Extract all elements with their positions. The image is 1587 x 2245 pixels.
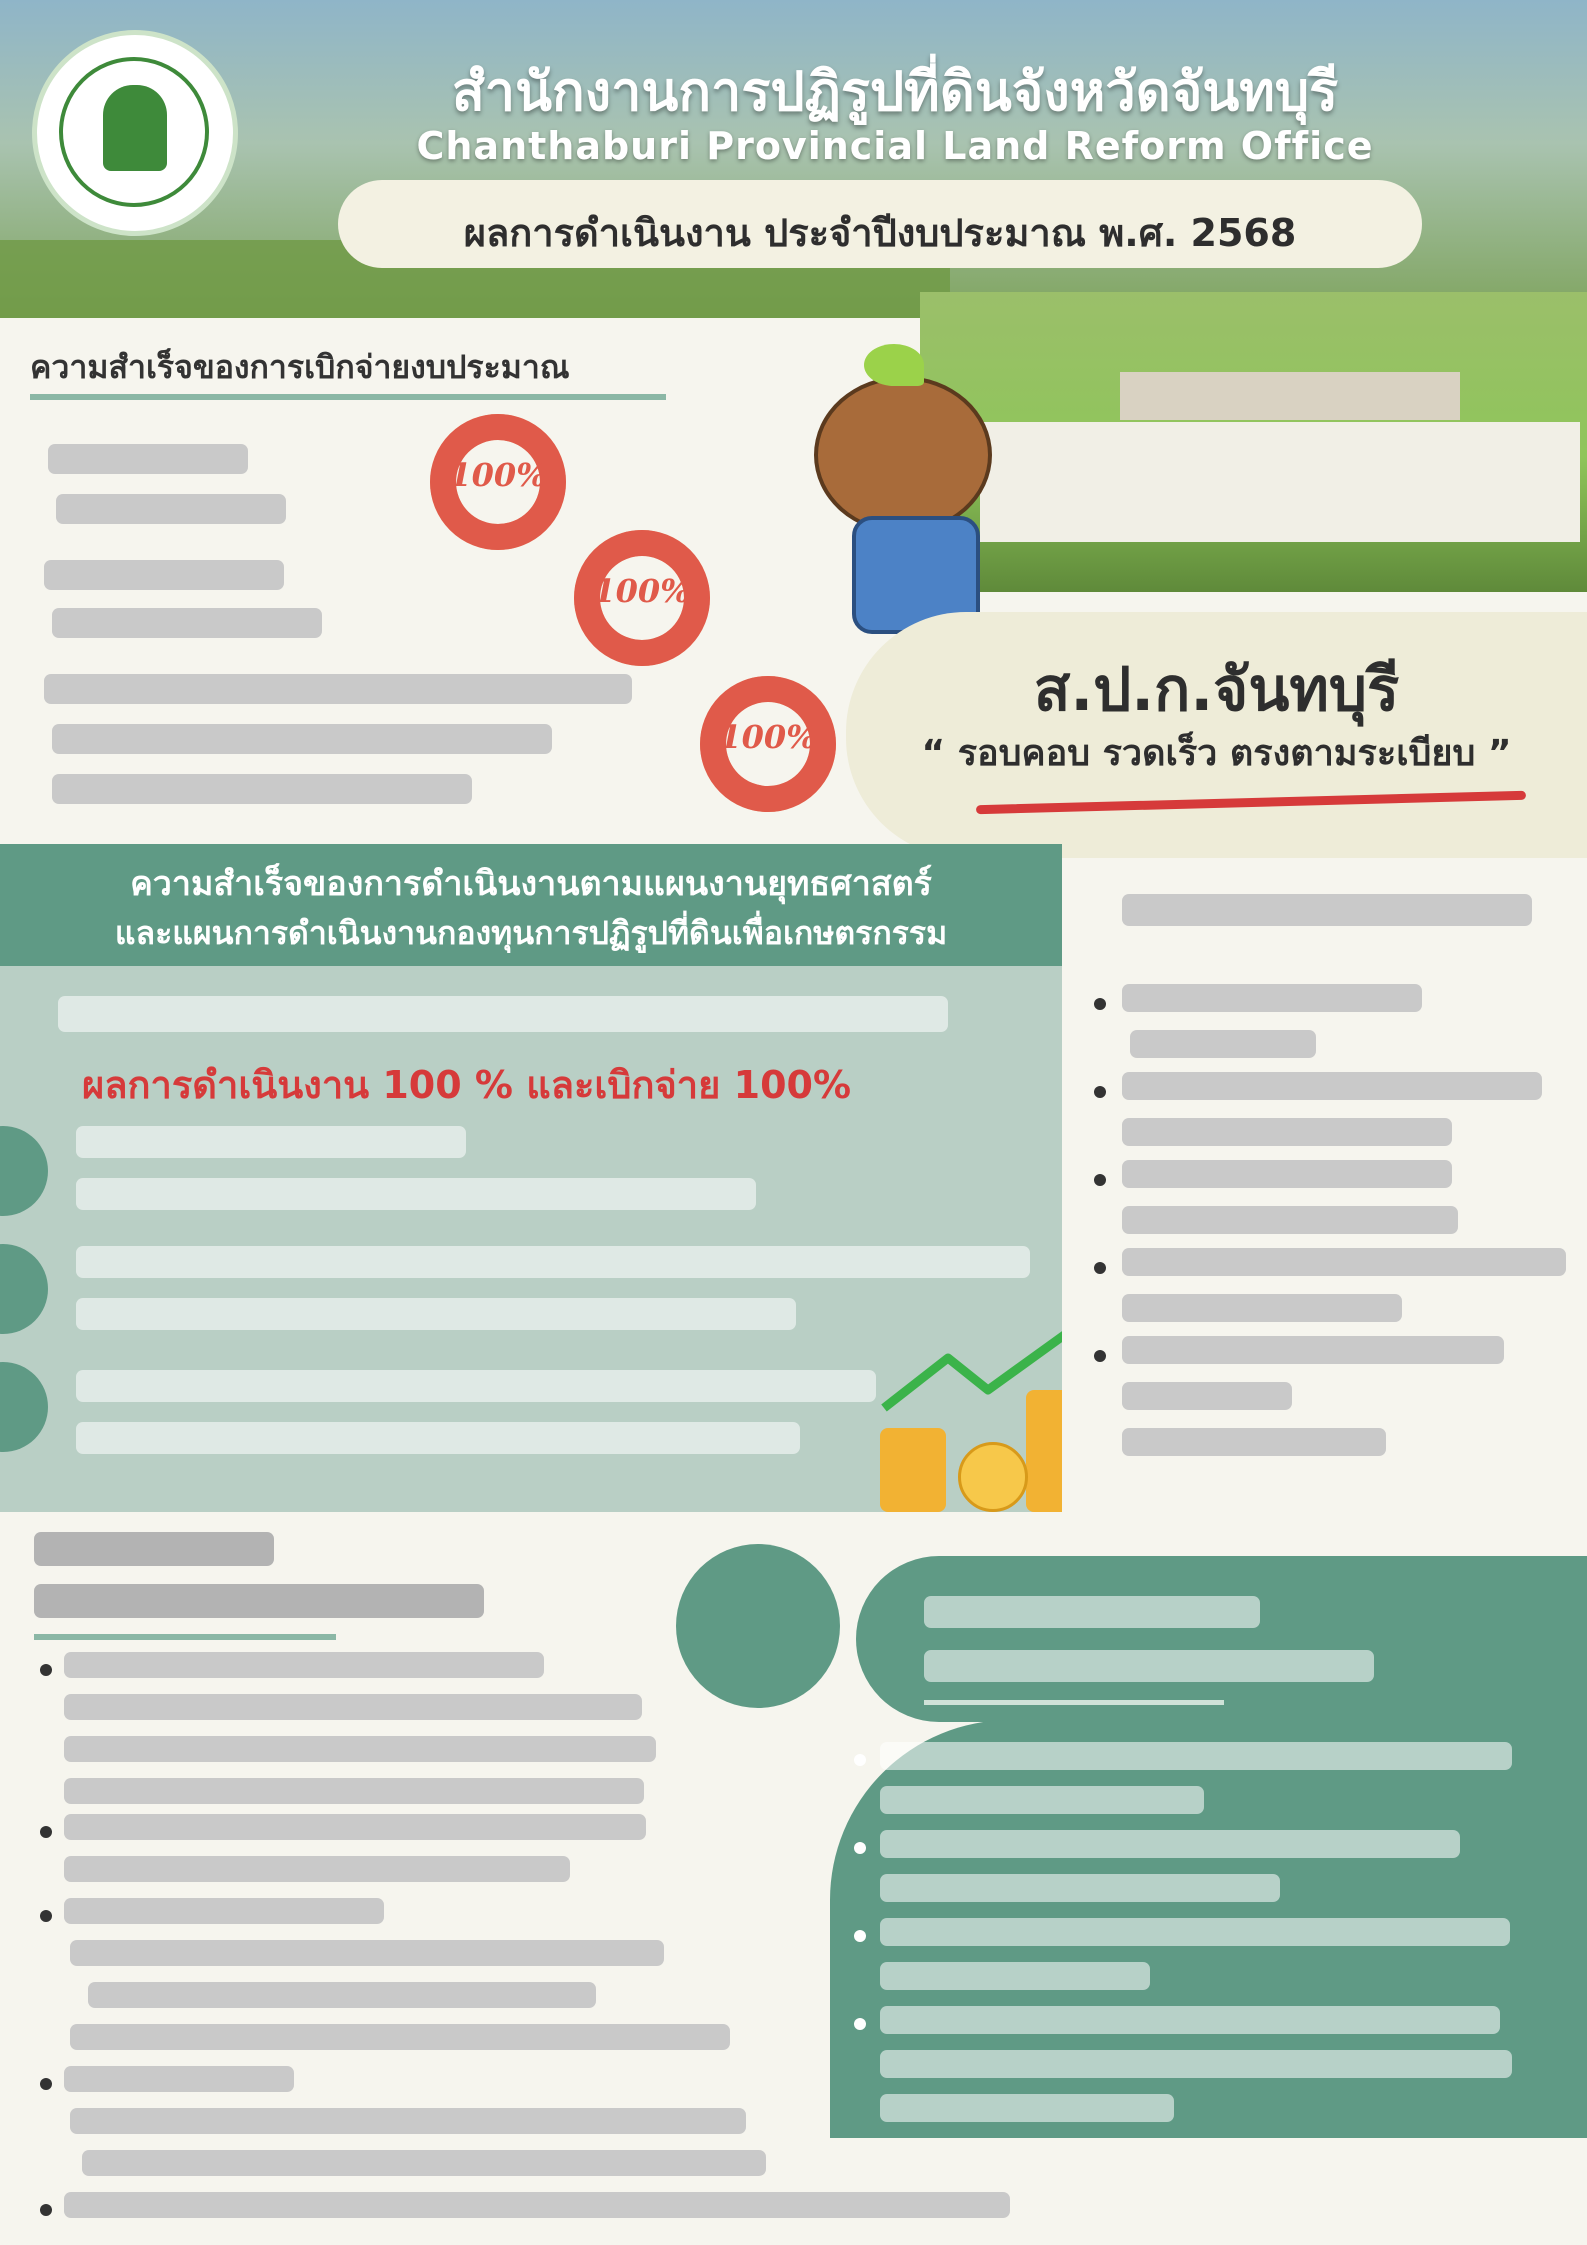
guideline-2-line1-placeholder (880, 1830, 1460, 1858)
highlights-heading-underline (34, 1634, 336, 1640)
guideline-4-line3-placeholder (880, 2094, 1174, 2122)
revenue-item-5-line2-placeholder (1122, 1382, 1292, 1410)
guidelines-heading-line1-placeholder (924, 1596, 1260, 1628)
guideline-1-line1-placeholder (880, 1742, 1512, 1770)
revenue-bullet-5 (1094, 1350, 1106, 1362)
header-title-th: สำนักงานการปฏิรูปที่ดินจังหวัดจันทบุรี (451, 60, 1339, 123)
budget-capital-amount-placeholder (56, 494, 286, 524)
highlights-heading-line1-placeholder (34, 1532, 274, 1566)
highlight-2-line1-placeholder (64, 1814, 646, 1840)
motto-box (846, 612, 1587, 858)
guideline-bullet-3 (854, 1930, 866, 1942)
mascot-leaf-icon (864, 344, 924, 386)
dollar-coin-icon (958, 1442, 1028, 1512)
strategy-heading-band (0, 844, 1062, 966)
revenue-item-3-placeholder (1122, 1160, 1452, 1188)
highlight-3-sub1-line1-placeholder (70, 1940, 664, 1966)
highlight-bullet-2 (40, 1826, 52, 1838)
revenue-bullet-2 (1094, 1086, 1106, 1098)
mascot-image (756, 336, 1046, 636)
highlight-bullet-5 (40, 2204, 52, 2216)
guideline-4-line2-placeholder (880, 2050, 1512, 2078)
donut-fund-label: 100% (719, 718, 817, 756)
motto-slogan: “ รอบคอบ รวดเร็ว ตรงตามระเบียบ ” (921, 733, 1512, 774)
revenue-item-4-placeholder (1122, 1248, 1566, 1276)
highlight-1-line2-placeholder (64, 1694, 642, 1720)
year-banner-text: ผลการดำเนินงาน ประจำปีงบประมาณ พ.ศ. 2568 (463, 211, 1297, 255)
highlight-1-line3-placeholder (64, 1736, 656, 1762)
year-banner (338, 180, 1422, 268)
highlight-5-placeholder (64, 2192, 1010, 2218)
strategy-heading-line1: ความสำเร็จของการดำเนินงานตามแผนงานยุทธศาสตร์ (130, 864, 932, 904)
budget-fund-invest-placeholder (52, 774, 472, 804)
budget-total-amount-placeholder (52, 608, 322, 638)
office-seal (32, 30, 238, 236)
strategy-result: ผลการดำเนินงาน 100 % และเบิกจ่าย 100% (82, 1063, 852, 1107)
coin-stack-left (880, 1428, 946, 1512)
guideline-bullet-2 (854, 1842, 866, 1854)
donut-total (572, 528, 712, 668)
revenue-item-2-amount-placeholder (1122, 1118, 1452, 1146)
revenue-heading-placeholder (1122, 894, 1532, 926)
revenue-item-5-amount-placeholder (1122, 1428, 1386, 1456)
revenue-bullet-1 (1094, 998, 1106, 1010)
donut-fund (698, 674, 838, 814)
building-roof (1120, 372, 1460, 420)
highlight-4-sub1-line1-placeholder (70, 2108, 746, 2134)
guideline-3-line1-placeholder (880, 1918, 1510, 1946)
revenue-item-1-amount-placeholder (1130, 1030, 1316, 1058)
header-title-en: Chanthaburi Provincial Land Reform Office (416, 124, 1374, 168)
growth-arrow-line (884, 1328, 1074, 1408)
plan-1-title-placeholder (76, 1126, 466, 1158)
donut-capital-label: 100% (449, 456, 547, 494)
guideline-1-line2-placeholder (880, 1786, 1204, 1814)
guidelines-circle-decoration (676, 1544, 840, 1708)
seal-emblem-icon (103, 85, 167, 171)
highlight-3-line1-placeholder (64, 1898, 384, 1924)
highlight-4-line1-placeholder (64, 2066, 294, 2092)
guideline-2-line2-placeholder (880, 1874, 1280, 1902)
highlight-bullet-1 (40, 1664, 52, 1676)
revenue-item-3-amount-placeholder (1122, 1206, 1458, 1234)
guideline-4-line1-placeholder (880, 2006, 1500, 2034)
motto-underline (976, 791, 1526, 814)
guidelines-heading-underline (924, 1700, 1224, 1705)
budget-heading: ความสำเร็จของการเบิกจ่ายงบประมาณ (30, 348, 570, 386)
highlights-heading-line2-placeholder (34, 1584, 484, 1618)
guidelines-heading-box (856, 1556, 1587, 1722)
guideline-bullet-1 (854, 1754, 866, 1766)
donut-total-label: 100% (593, 572, 691, 610)
revenue-item-5-placeholder (1122, 1336, 1504, 1364)
guidelines-heading-line2-placeholder (924, 1650, 1374, 1682)
highlight-1-line4-placeholder (64, 1778, 644, 1804)
revenue-bullet-4 (1094, 1262, 1106, 1274)
highlight-4-sub1-line2-placeholder (82, 2150, 766, 2176)
revenue-item-1-placeholder (1122, 984, 1422, 1012)
strategy-summary-placeholder (58, 996, 948, 1032)
guideline-bullet-4 (854, 2018, 866, 2030)
highlight-bullet-4 (40, 2078, 52, 2090)
budget-heading-underline (30, 394, 666, 400)
strategy-heading-line2: และแผนการดำเนินงานกองทุนการปฏิรูปที่ดินเพื่อเกษตรกรรม (114, 914, 948, 952)
highlight-2-line2-placeholder (64, 1856, 570, 1882)
budget-total-label-placeholder (44, 560, 284, 590)
revenue-item-4-amount-placeholder (1122, 1294, 1402, 1322)
guideline-3-line2-placeholder (880, 1962, 1150, 1990)
growth-arrow-icon (878, 1318, 1088, 1418)
motto-name: ส.ป.ก.จันทบุรี (1033, 655, 1400, 725)
revenue-bullet-3 (1094, 1174, 1106, 1186)
budget-fund-spend-placeholder (52, 724, 552, 754)
revenue-item-2-placeholder (1122, 1072, 1542, 1100)
plan-1-detail-placeholder (76, 1178, 756, 1210)
highlight-3-sub1-line2-placeholder (88, 1982, 596, 2008)
donut-capital (428, 412, 568, 552)
plan-2-title-placeholder (76, 1246, 1030, 1278)
building-wall (980, 422, 1580, 542)
budget-capital-label-placeholder (48, 444, 248, 474)
plan-3-title-placeholder (76, 1370, 876, 1402)
budget-fund-label-placeholder (44, 674, 632, 704)
highlight-bullet-3 (40, 1910, 52, 1922)
plan-3-detail-placeholder (76, 1422, 800, 1454)
highlight-1-line1-placeholder (64, 1652, 544, 1678)
highlight-3-sub2-placeholder (70, 2024, 730, 2050)
mascot-head (814, 376, 992, 534)
plan-2-detail-placeholder (76, 1298, 796, 1330)
